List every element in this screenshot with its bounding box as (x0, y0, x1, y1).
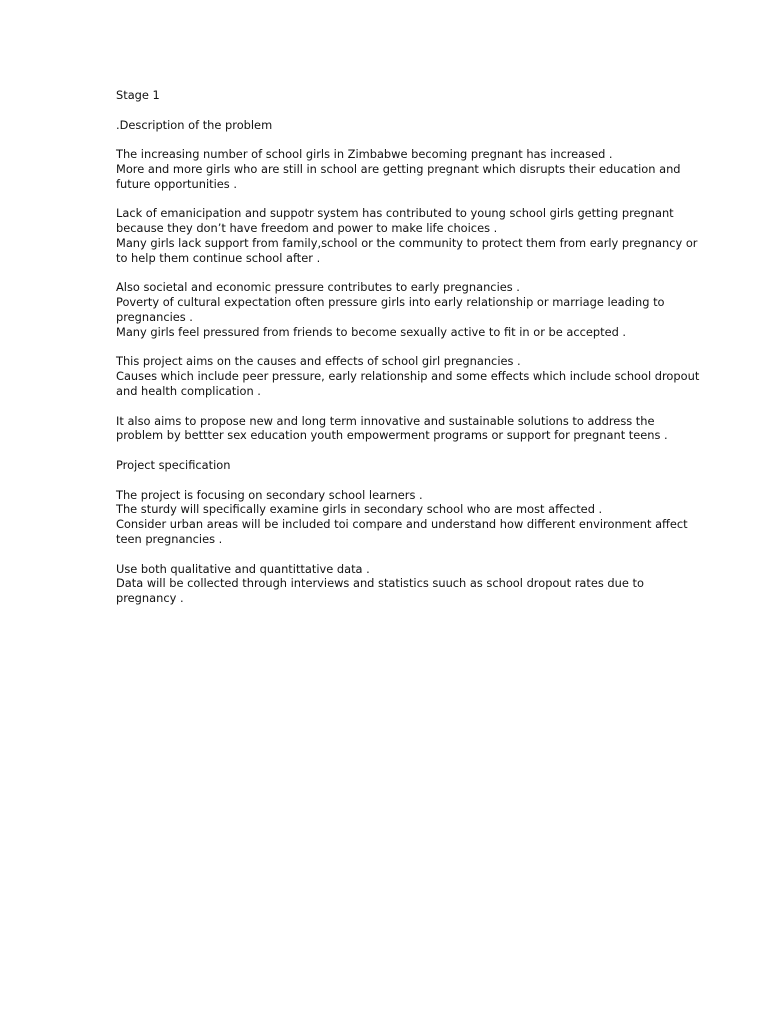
text-line: Also societal and economic pressure contributes to early pregnancies . (116, 280, 520, 295)
text-line: and health complication . (116, 383, 261, 398)
text-line: Use both qualitative and quantittative data . (116, 561, 370, 576)
text-line: teen pregnancies . (116, 531, 223, 546)
blank-line (116, 547, 656, 562)
blank-line (116, 340, 656, 355)
paragraph-societal-pressure (116, 280, 665, 339)
text-line: Poverty of cultural expectation often pressure girls into early relationship or marriage leading to (116, 295, 665, 310)
text-line: The project is focusing on secondary school learners . (116, 487, 423, 502)
paragraph-solutions (116, 413, 668, 444)
blank-line (116, 473, 656, 488)
blank-line (116, 132, 656, 147)
text-line: pregnancies . (116, 309, 193, 324)
text-line: More and more girls who are still in school are getting pregnant which disrupts their education and (116, 161, 681, 176)
text-line: Many girls lack support from family,school or the community to protect them from early pregnancy or (116, 235, 698, 250)
paragraph-emancipation (116, 206, 698, 265)
text-line: This project aims on the causes and effects of school girl pregnancies . (116, 354, 521, 369)
blank-line (116, 443, 656, 458)
text-line: pregnancy . (116, 591, 184, 606)
text-line: It also aims to propose new and long term innovative and sustainable solutions to address the (116, 413, 655, 428)
text-line: The increasing number of school girls in Zimbabwe becoming pregnant has increased . (116, 147, 613, 162)
text-line: Consider urban areas will be included toi compare and understand how different environment affect (116, 517, 688, 532)
blank-line (116, 103, 656, 118)
document-body (116, 88, 700, 606)
paragraph-project-aims (116, 354, 700, 398)
text-line: The sturdy will specifically examine girls in secondary school who are most affected . (116, 502, 603, 517)
blank-line (116, 192, 656, 207)
text-line: Lack of emanicipation and suppotr system has contributed to young school girls getting pregnant (116, 206, 674, 221)
text-line: to help them continue school after . (116, 250, 321, 265)
description-heading: .Description of the problem (116, 117, 273, 132)
text-line: Data will be collected through interviews and statistics suuch as school dropout rates due to (116, 576, 644, 591)
blank-line (116, 266, 656, 281)
spec-heading: Project specification (116, 457, 231, 472)
text-line: because they don’t have freedom and power to make life choices . (116, 221, 498, 236)
text-line: Causes which include peer pressure, early relationship and some effects which include school dropout (116, 369, 700, 384)
stage-heading: Stage 1 (116, 88, 160, 102)
text-line: Many girls feel pressured from friends to become sexually active to fit in or be accepted . (116, 324, 627, 339)
paragraph-data-collection (116, 562, 656, 606)
blank-line (116, 399, 656, 414)
text-line: future opportunities . (116, 176, 237, 191)
paragraph-problem-statement (116, 147, 681, 191)
paragraph-focus (116, 487, 688, 547)
text-line: problem by bettter sex education youth empowerment programs or support for pregnant teens . (116, 428, 668, 443)
